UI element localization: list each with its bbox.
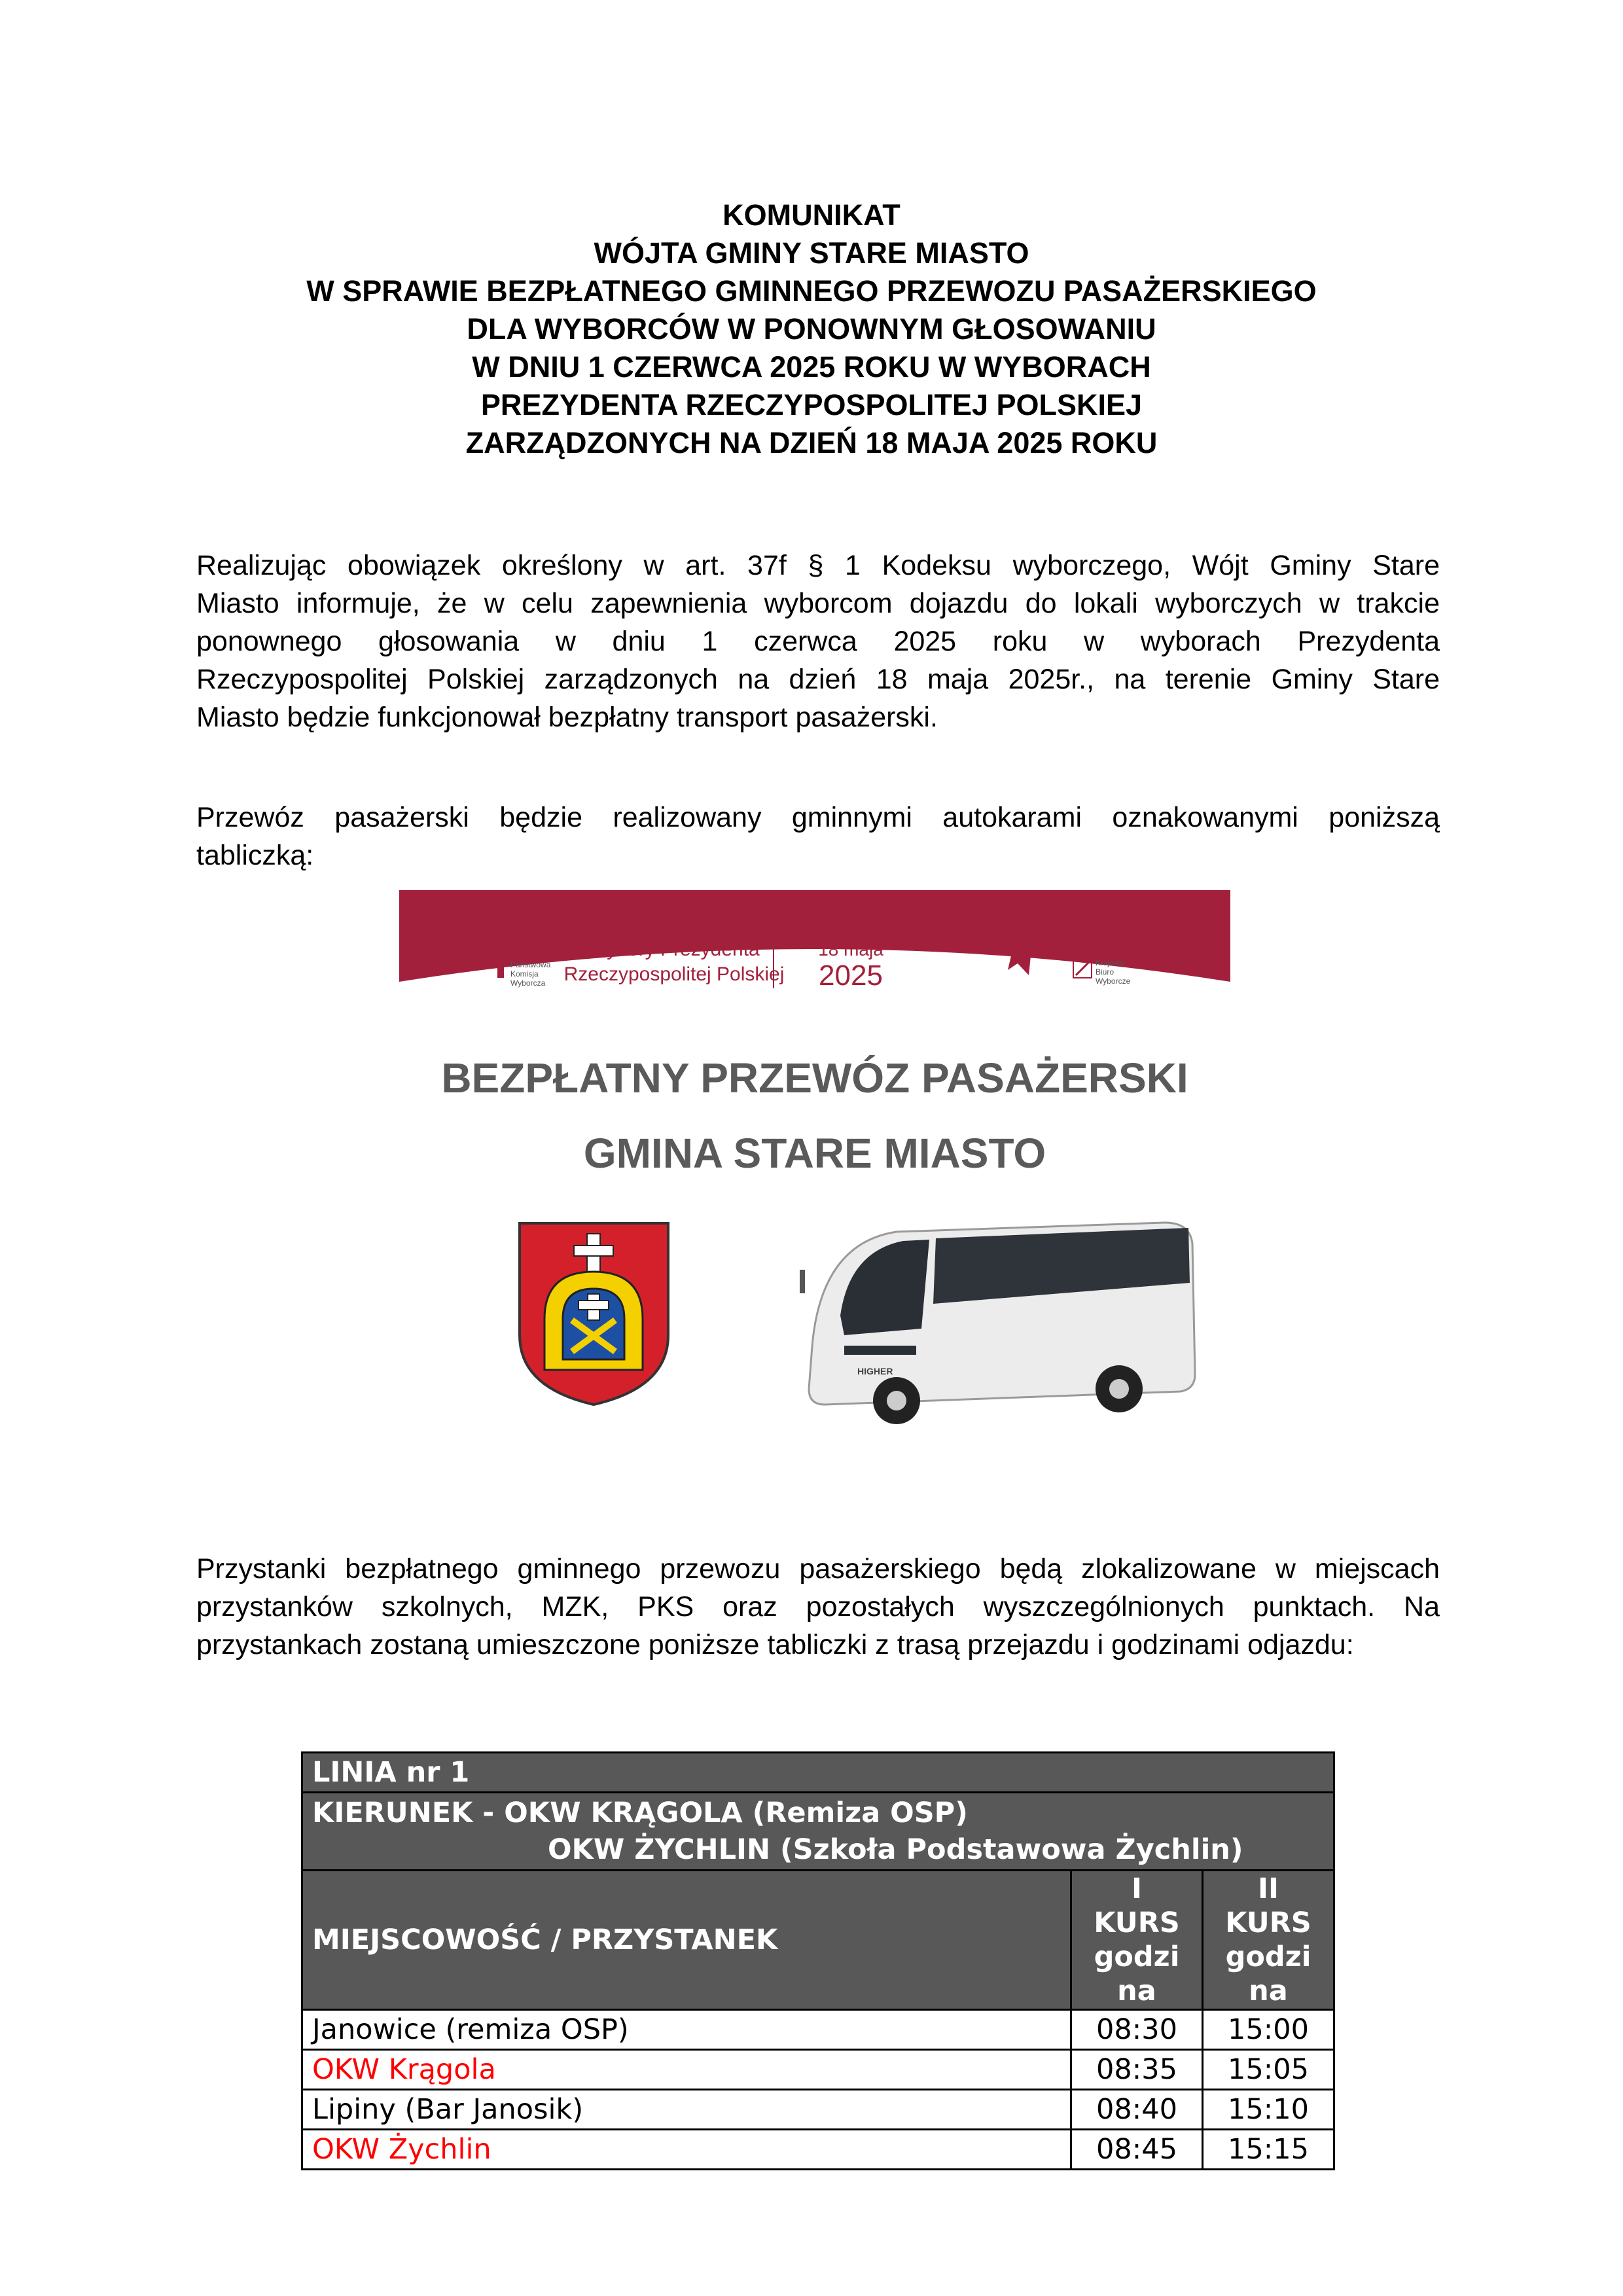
table-row: [302, 2090, 1334, 2130]
pkw-label: Wyborcza: [510, 978, 546, 988]
paragraph-line: Miasto informuje, że w celu zapewnienia wyborcom dojazdu do lokali wyborczych w trakcie: [196, 588, 1440, 619]
course-2-header-line: na: [1249, 1975, 1288, 2007]
course-1-header-line: I: [1132, 1873, 1142, 1905]
pkw-label: Państwowa: [510, 960, 551, 969]
kbw-label: Biuro: [1096, 967, 1115, 977]
course-2-time: 15:10: [1203, 2090, 1334, 2130]
title-line: W DNIU 1 CZERWCA 2025 ROKU W WYBORACH: [472, 350, 1151, 384]
course-1-time: 08:35: [1071, 2050, 1203, 2090]
direction-line: OKW ŻYCHLIN (Szkoła Podstawowa Żychlin): [548, 1833, 1243, 1866]
intro-paragraph: [196, 547, 1440, 736]
course-2-header: [1203, 1871, 1334, 2010]
title-line: ZARZĄDZONYCH NA DZIEŃ 18 MAJA 2025 ROKU: [465, 426, 1158, 459]
course-1-header-line: KURS: [1094, 1907, 1180, 1939]
paragraph-line: Przewóz pasażerski będzie realizowany gminnymi autokarami oznakowanymi poniższą: [196, 802, 1440, 833]
table-row: [302, 2050, 1334, 2090]
election-name: Wybory Prezydenta: [588, 939, 760, 960]
bus-brand: HIGHER: [857, 1366, 893, 1376]
election-date: 18 maja: [818, 939, 883, 960]
stop-name: OKW Krągola: [302, 2050, 1071, 2090]
title-line: W SPRAWIE BEZPŁATNEGO GMINNEGO PRZEWOZU PASAŻERSKIEGO: [306, 274, 1317, 308]
paragraph-line: przystankach zostaną umieszczone poniższe tabliczki z trasą przejazdu i godzinami odjazdu:: [196, 1629, 1354, 1660]
vehicle-paragraph: [196, 798, 1440, 874]
bus-icon: [798, 1217, 1198, 1433]
course-2-header-line: KURS: [1225, 1907, 1311, 1939]
title-line: WÓJTA GMINY STARE MIASTO: [594, 236, 1029, 270]
table-row: [302, 2010, 1334, 2050]
stop-name: Lipiny (Bar Janosik): [302, 2090, 1071, 2130]
pkw-label: Komisja: [510, 969, 539, 978]
paragraph-line: Przystanki bezpłatnego gminnego przewozu pasażerskiego będą zlokalizowane w miejscach: [196, 1553, 1440, 1585]
timetable-direction-row: [302, 1793, 1334, 1871]
course-1-header-line: godzi: [1094, 1941, 1180, 1973]
poster-subheading: GMINA STARE MIASTO: [583, 1130, 1046, 1177]
timetable-line-row: [302, 1753, 1334, 1793]
election-name: Rzeczypospolitej Polskiej: [563, 963, 785, 985]
stop-column-header: MIEJSCOWOŚĆ / PRZYSTANEK: [302, 1871, 1071, 2010]
timetable: [301, 1751, 1335, 2170]
course-2-header-line: II: [1258, 1873, 1279, 1905]
paragraph-line: tabliczką:: [196, 840, 314, 871]
direction-cell: [302, 1793, 1334, 1871]
paragraph-line: ponownego głosowania w dniu 1 czerwca 2025 roku w wyborach Prezydenta: [196, 626, 1440, 657]
table-row: [302, 2130, 1334, 2170]
election-year: 2025: [819, 960, 883, 992]
paragraph-line: Miasto będzie funkcjonował bezpłatny transport pasażerski.: [196, 702, 938, 733]
bus-sign-poster: [399, 890, 1230, 1440]
paragraph-line: Realizując obowiązek określony w art. 37f § 1 Kodeksu wyborczego, Wójt Gminy Stare: [196, 550, 1440, 581]
paragraph-line: Rzeczypospolitej Polskiej zarządzonych na dzień 18 maja 2025r., na terenie Gminy Stare: [196, 664, 1440, 695]
course-1-time: 08:30: [1071, 2010, 1203, 2050]
stop-name: OKW Żychlin: [302, 2130, 1071, 2170]
timetable-header-row: [302, 1871, 1334, 2010]
line-label: LINIA nr 1: [302, 1753, 1334, 1793]
coat-of-arms-icon: [517, 1221, 671, 1407]
course-2-time: 15:00: [1203, 2010, 1334, 2050]
paragraph-line: przystanków szkolnych, MZK, PKS oraz pozostałych wyszczególnionych punktach. Na: [196, 1591, 1440, 1623]
course-1-time: 08:45: [1071, 2130, 1203, 2170]
course-1-header-line: na: [1117, 1975, 1156, 2007]
stop-name: Janowice (remiza OSP): [302, 2010, 1071, 2050]
title-line: PREZYDENTA RZECZYPOSPOLITEJ POLSKIEJ: [480, 388, 1143, 422]
document-title: [131, 196, 1492, 462]
stops-paragraph: [196, 1550, 1440, 1664]
direction-line: KIERUNEK - OKW KRĄGOLA (Remiza OSP): [312, 1797, 968, 1829]
poster-heading: BEZPŁATNY PRZEWÓZ PASAŻERSKI: [441, 1054, 1188, 1102]
title-line: DLA WYBORCÓW W PONOWNYM GŁOSOWANIU: [467, 312, 1156, 346]
course-2-time: 15:15: [1203, 2130, 1334, 2170]
course-2-time: 15:05: [1203, 2050, 1334, 2090]
course-1-header: [1071, 1871, 1203, 2010]
election-banner: [399, 890, 1230, 1008]
course-1-time: 08:40: [1071, 2090, 1203, 2130]
title-line: KOMUNIKAT: [722, 198, 901, 232]
course-2-header-line: godzi: [1225, 1941, 1311, 1973]
kbw-label: Wyborcze: [1096, 977, 1131, 986]
kbw-label: Krajowe: [1096, 958, 1124, 967]
